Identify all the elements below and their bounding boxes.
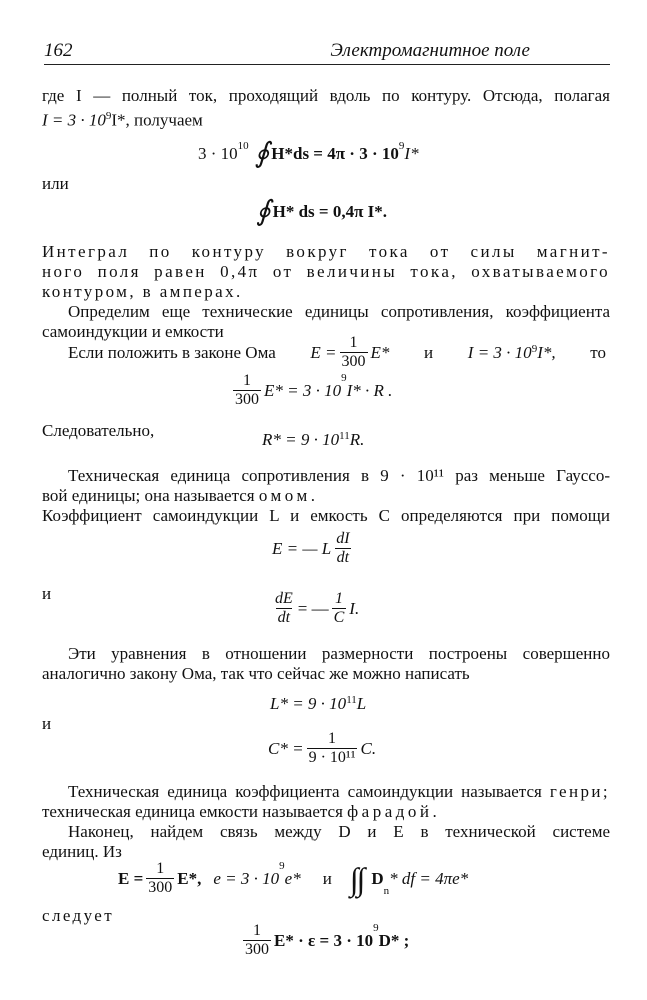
text-fragment: и <box>424 342 434 362</box>
superscript: 9 <box>105 110 112 122</box>
fraction <box>340 334 368 371</box>
numerator: 1 <box>349 334 358 351</box>
formula-relations <box>118 860 468 897</box>
denominator: 300 <box>341 353 366 370</box>
formula-part: E = <box>310 342 337 362</box>
text-fragment: то <box>590 342 606 362</box>
formula-final <box>240 922 409 959</box>
text-fragment: техническая единица емкости называется <box>42 802 343 821</box>
formula-part: C. <box>360 738 377 758</box>
formula-part: e = 3 · 10 <box>213 868 280 888</box>
superscript: 9 <box>373 922 379 934</box>
superscript: 9 <box>341 372 347 384</box>
text-line: Следовательно, <box>42 421 155 440</box>
formula-part: H* ds = 0,4π I*. <box>272 202 388 221</box>
formula-part: E*, <box>177 868 202 888</box>
integral-icon: ∫ <box>349 860 359 897</box>
formula-part: L <box>356 694 367 713</box>
text-line: Коэффициент самоиндукции L и емкость C определяются при помощи <box>42 506 610 525</box>
text-line: где I — полный ток, проходящий вдоль по контуру. Отсюда, полагая <box>42 86 610 105</box>
term-henry: генри; <box>549 782 610 801</box>
formula-part: * df = 4πe* <box>389 868 469 888</box>
formula-part: D* ; <box>378 930 410 950</box>
text-line: Наконец, найдем связь между D и E в технической системе <box>68 822 610 841</box>
formula-capacitance <box>270 590 359 627</box>
formula-part: I*, <box>537 342 556 362</box>
text-line: Эти уравнения в отношении размерности построены совершенно <box>68 644 610 663</box>
integral-icon: ∫ <box>356 860 366 897</box>
text-line: самоиндукции и емкости <box>42 322 224 341</box>
text-line: аналогично закону Ома, так что сейчас же можно написать <box>42 664 470 683</box>
formula-part: E = — L <box>272 538 332 558</box>
text-line <box>68 782 610 802</box>
formula-part: I* · R . <box>346 380 393 400</box>
text-line: Техническая единица сопротивления в 9 · 10¹¹ раз меньше Гауссо- <box>68 466 610 485</box>
fraction <box>273 590 295 627</box>
law-statement: Интеграл по контуру вокруг тока от силы магнит- <box>42 242 610 261</box>
formula-part: R. <box>349 430 365 449</box>
numerator: dI <box>336 530 350 547</box>
denominator: C <box>333 609 345 626</box>
formula-part: D <box>371 868 384 888</box>
formula-lstar <box>270 694 366 714</box>
text-line: следует <box>42 906 115 925</box>
superscript: 10 <box>237 140 249 152</box>
formula-estar <box>230 372 392 409</box>
text-fragment: I*, получаем <box>111 110 203 130</box>
formula-part: H*ds = 4π · 3 · 10 <box>271 144 399 163</box>
formula-part: R* = 9 · 10 <box>262 430 340 449</box>
superscript: 11 <box>339 430 350 442</box>
text-fragment: Техническая единица коэффициента самоиндукции называется <box>68 782 542 801</box>
fraction <box>334 530 351 567</box>
page-number: 162 <box>44 40 73 61</box>
contour-integral-icon: ∮ <box>254 138 270 169</box>
text-line <box>42 106 203 131</box>
formula-ohm-I <box>468 343 556 363</box>
formula-part: E* · ε = 3 · 10 <box>274 930 374 950</box>
fraction <box>307 730 358 767</box>
contour-integral-icon: ∮ <box>256 196 271 227</box>
denominator: dt <box>277 609 291 626</box>
law-statement: ного поля равен 0,4π от величины тока, охватываемого <box>42 262 610 281</box>
formula-part: I. <box>349 598 360 618</box>
law-statement: контуром, в амперах. <box>42 282 243 301</box>
denominator: 300 <box>245 941 269 958</box>
superscript: 11 <box>346 694 357 706</box>
text-line: Определим еще технические единицы сопротивления, коэффициента <box>68 302 610 321</box>
formula-part: E* = 3 · 10 <box>264 380 342 400</box>
fraction <box>146 860 174 897</box>
ohm-law-line <box>68 334 606 371</box>
text-line: и <box>42 714 52 733</box>
formula-part: C* = <box>268 738 304 758</box>
term-farad: фарадой. <box>347 802 441 821</box>
denominator: 9 · 10¹¹ <box>308 749 356 766</box>
text-fragment: вой единицы; она называется <box>42 486 255 505</box>
fraction <box>332 590 347 627</box>
text-fragment: Если положить в законе Ома <box>68 342 276 362</box>
fraction <box>233 372 261 409</box>
numerator: 1 <box>156 860 165 877</box>
formula-part: I = 3 · 10 <box>467 342 532 362</box>
fraction <box>243 922 271 959</box>
formula-part: 3 · 10 <box>198 144 238 163</box>
formula-circulation-04pi <box>256 198 387 226</box>
numerator: 1 <box>253 922 261 939</box>
text-line <box>42 802 440 822</box>
superscript: 9 <box>279 860 285 872</box>
numerator: 1 <box>328 730 337 747</box>
formula-inductance <box>272 530 355 567</box>
formula-rstar <box>262 430 364 450</box>
formula-part: I* <box>404 144 419 163</box>
text-line: единиц. Из <box>42 842 122 861</box>
superscript: 9 <box>531 342 538 355</box>
denominator: 300 <box>148 879 173 896</box>
text-fragment: и <box>322 868 332 888</box>
term-ohm: омом. <box>258 486 319 505</box>
formula-circulation <box>198 140 419 168</box>
formula-part: E* <box>370 342 390 362</box>
denominator: 300 <box>235 391 259 408</box>
subscript: n <box>383 885 390 897</box>
text-line <box>42 486 318 506</box>
text-line: или <box>42 174 69 193</box>
formula-part: E = <box>118 868 144 888</box>
page-header <box>44 40 610 65</box>
formula-part: L* = 9 · 10 <box>270 694 347 713</box>
formula-part: e* <box>284 868 301 888</box>
denominator: dt <box>336 549 350 566</box>
formula-cstar <box>268 730 376 767</box>
formula-part: = — <box>297 598 329 618</box>
numerator: dE <box>275 590 293 607</box>
numerator: 1 <box>243 372 251 389</box>
running-title: Электромагнитное поле <box>330 40 530 61</box>
text-fragment: I = 3 · 10 <box>42 110 106 130</box>
formula-ohm-E <box>310 334 389 371</box>
text-line: и <box>42 584 52 603</box>
numerator: 1 <box>334 590 343 607</box>
superscript: 9 <box>398 140 405 152</box>
